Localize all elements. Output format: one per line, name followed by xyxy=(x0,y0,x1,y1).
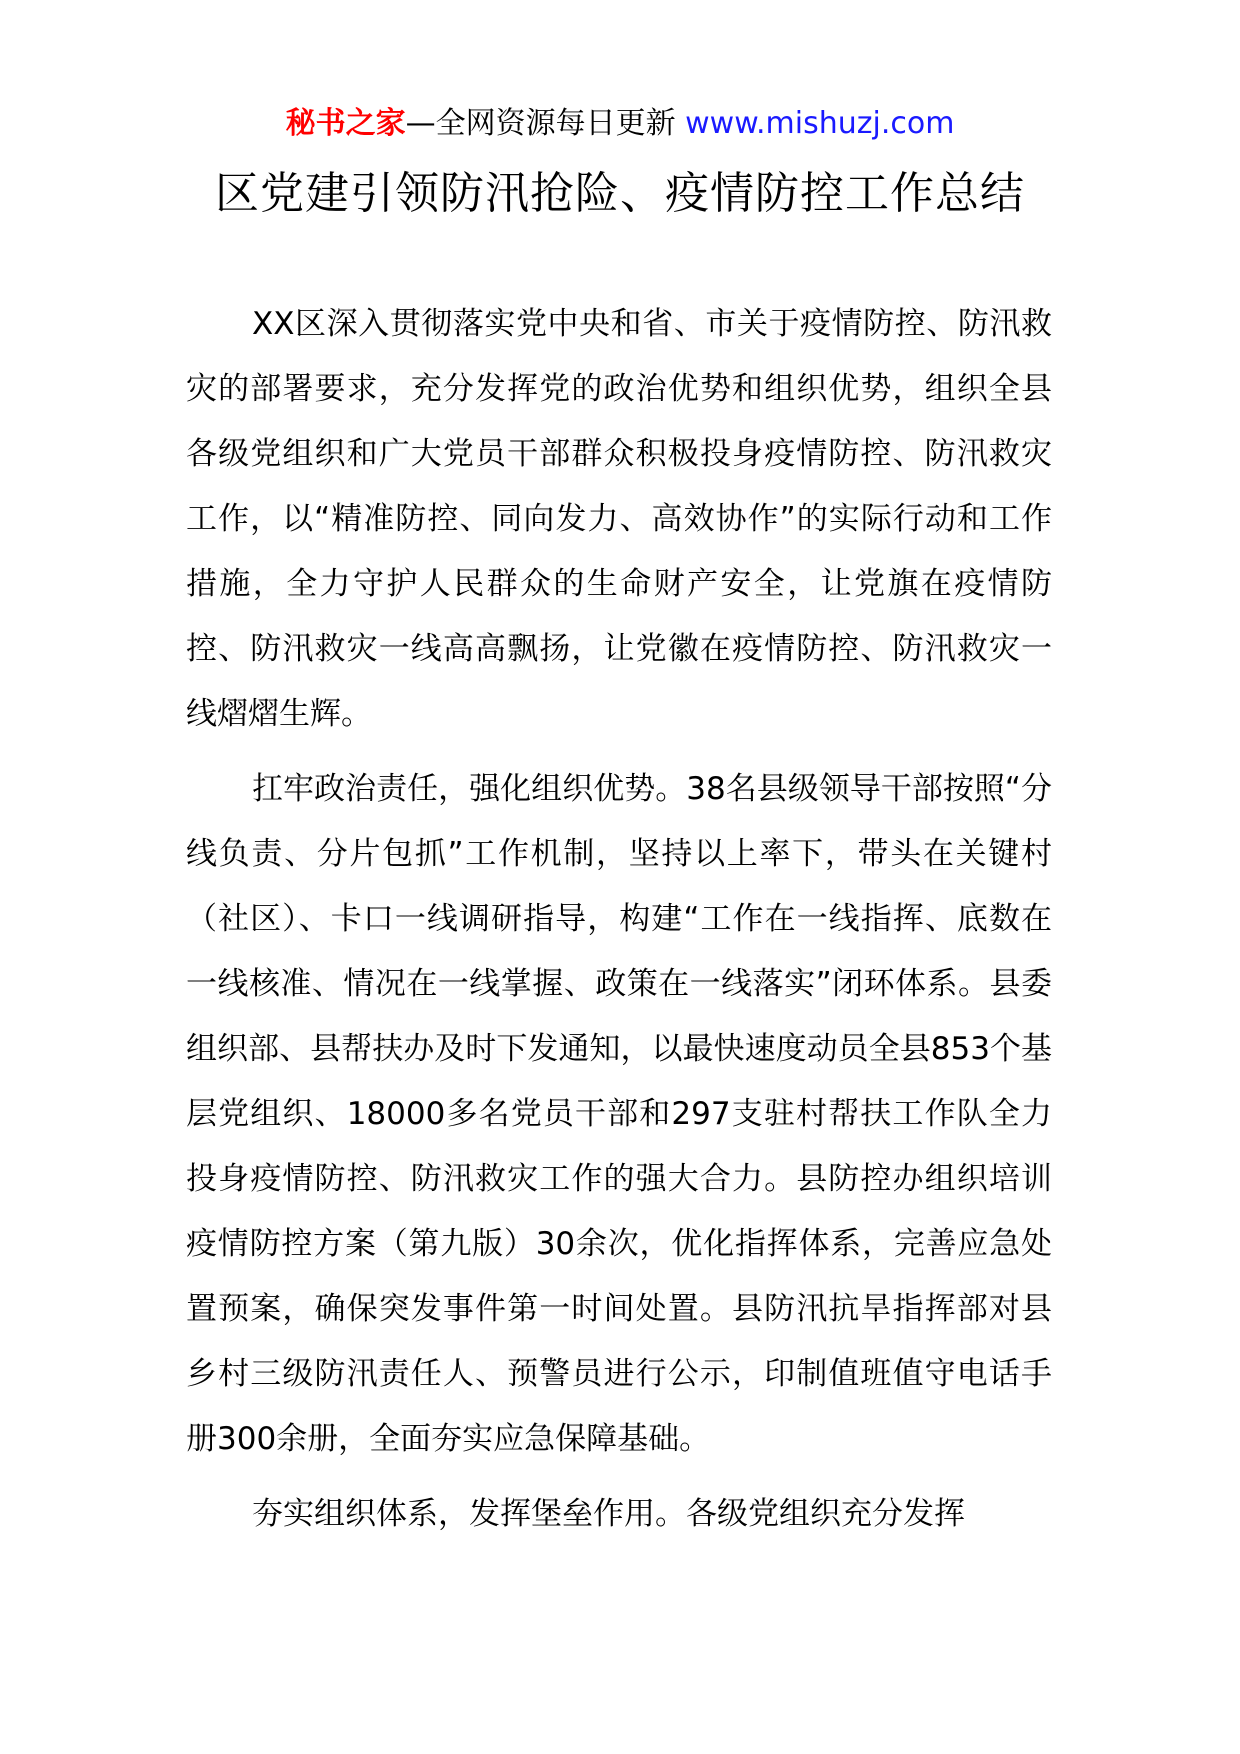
body-paragraph: 夯实组织体系，发挥堡垒作用。各级党组织充分发挥 xyxy=(252,1496,965,1532)
body-paragraph: XX区深入贯彻落实党中央和省、市关于疫情防控、防汛救灾的部署要求，充分发挥党的政治优势和组织优势，组织全县各级党组织和广大党员干部群众积极投身疫情防控、防汛救灾工作，以“精准防控、同向发力、高效协作”的实际行动和工作措施，全力守护人民群众的生命财产安全，让党旗在疫情防控、防汛救灾一线高高飘扬，让党徽在疫情防控、防汛救灾一线熠熠生辉。 xyxy=(186,306,1052,732)
site-url-link[interactable]: www.mishuzj.com xyxy=(685,106,955,141)
document-title: 区党建引领防汛抢险、疫情防控工作总结 xyxy=(215,168,1025,219)
document-body xyxy=(186,292,1052,1557)
site-name: 秘书之家 xyxy=(285,106,406,141)
body-paragraph: 扛牢政治责任，强化组织优势。38名县级领导干部按照“分线负责、分片包抓”工作机制，坚持以上率下，带头在关键村（社区）、卡口一线调研指导，构建“工作在一线指挥、底数在一线核准、情况在一线掌握、政策在一线落实”闭环体系。县委组织部、县帮扶办及时下发通知，以最快速度动员全县853个基层党组织、18000多名党员干部和297支驻村帮扶工作队全力投身疫情防控、防汛救灾工作的强大合力。县防控办组织培训疫情防控方案（第九版）30余次，优化指挥体系，完善应急处置预案，确保突发事件第一时间处置。县防汛抗旱指挥部对县乡村三级防汛责任人、预警员进行公示，印制值班值守电话手册300余册，全面夯实应急保障基础。 xyxy=(186,771,1052,1457)
site-header xyxy=(0,102,1240,146)
site-tagline: —全网资源每日更新 xyxy=(405,106,676,141)
